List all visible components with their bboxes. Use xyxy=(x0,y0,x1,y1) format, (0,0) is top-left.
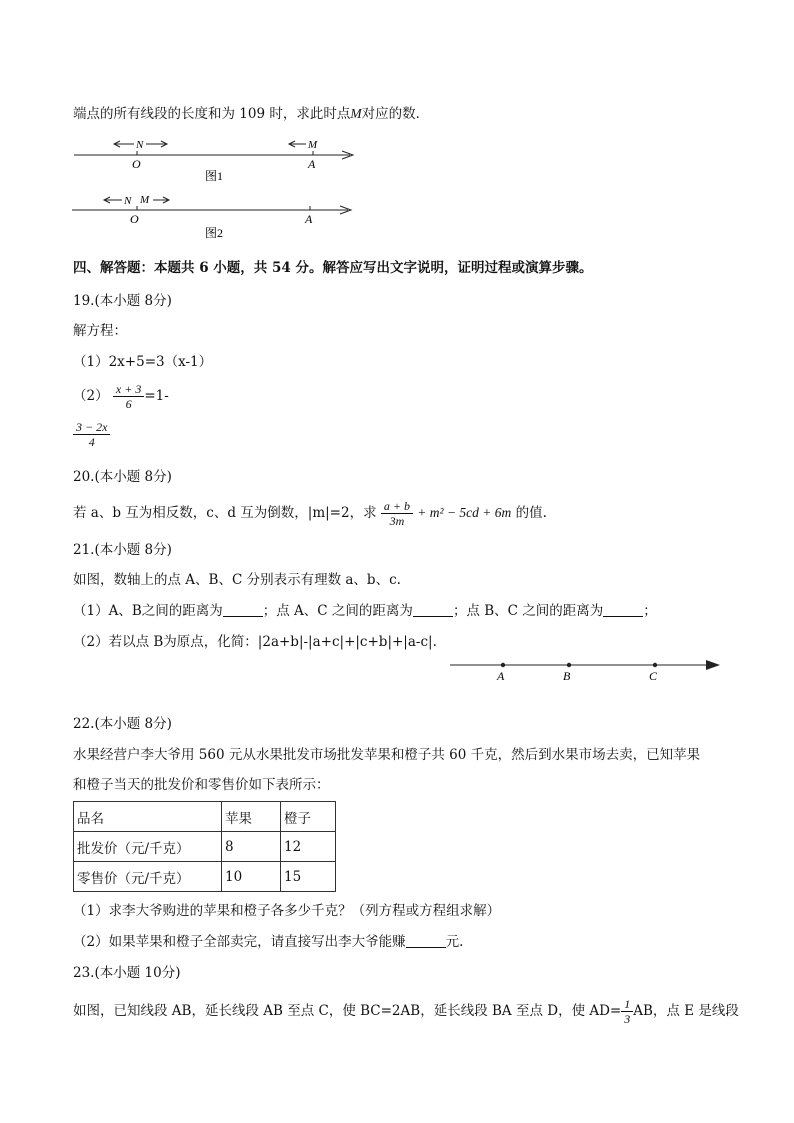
q23-text: 如图，已知线段 AB，延长线段 AB 至点 C，使 BC=2AB，延长线段 BA 至点 D，使 AD= $\frac{1}{3}$ AB，点 E 是线段 xyxy=(73,997,739,1026)
answer-blank-ac[interactable] xyxy=(413,602,453,617)
q22-part1: （1）求李大爷购进的苹果和橙子各多少千克？（列方程或方程组求解） xyxy=(73,903,501,919)
q21-axis-label-B: B xyxy=(563,669,571,683)
table-header-row xyxy=(74,802,336,832)
table-cell: 8 xyxy=(222,832,281,862)
q19-part1: （1）2x+5=3（x-1） xyxy=(73,354,213,370)
table-row xyxy=(74,832,336,862)
fig1-label-A: A xyxy=(308,157,316,171)
table-header-cell: 苹果 xyxy=(222,802,281,832)
q19-fraction-2: $\frac{3 - 2x}{4}$ xyxy=(73,420,110,449)
intro-text: 端点的所有线段的长度和为 109 时，求此时点M对应的数． xyxy=(73,106,430,122)
figure-1-number-line xyxy=(70,132,370,184)
q19-fraction-1: $\frac{x + 3}{6}$ xyxy=(113,382,144,411)
q21-axis-label-C: C xyxy=(649,669,658,683)
q19-prompt: 解方程： xyxy=(73,323,127,339)
answer-blank-bc[interactable] xyxy=(603,602,643,617)
q21-number-line xyxy=(448,655,728,687)
fig2-caption: 图2 xyxy=(205,226,224,240)
table-header-cell: 品名 xyxy=(74,802,222,832)
table-cell: 15 xyxy=(281,862,336,892)
answer-blank-profit[interactable] xyxy=(406,933,446,948)
table-cell: 零售价（元/千克） xyxy=(74,862,222,892)
figure-2-number-line xyxy=(70,190,370,242)
fig1-label-N: N xyxy=(136,139,144,151)
q21-title: 21.(本小题 8分) xyxy=(73,542,172,558)
q20-text: 若 a、b 互为相反数，c、d 互为倒数，|m|=2，求 $\frac{a + b}{3m}$ + m² − 5cd + 6m 的值. xyxy=(73,499,547,528)
q22-line2: 和橙子当天的批发价和零售价如下表所示： xyxy=(73,777,330,793)
table-row xyxy=(74,862,336,892)
price-table xyxy=(73,801,336,892)
fig1-label-M: M xyxy=(308,139,318,151)
fig1-label-O: O xyxy=(132,157,141,171)
q22-line1: 水果经营户李大爷用 560 元从水果批发市场批发苹果和橙子共 60 千克，然后到水果市场去卖，已知苹果 xyxy=(73,747,701,763)
fig2-label-N: N xyxy=(124,195,132,207)
q21-part1: （1）A、B之间的距离为 ；点 A、C 之间的距离为 ；点 B、C 之间的距离为 ； xyxy=(73,603,657,619)
q23-fraction: $\frac{1}{3}$ xyxy=(621,997,633,1026)
q23-title: 23.(本小题 10分) xyxy=(73,965,181,981)
fig2-label-O: O xyxy=(130,212,139,226)
q21-axis-label-A: A xyxy=(497,669,505,683)
section-heading: 四、解答题：本题共 6 小题，共 54 分。解答应写出文字说明，证明过程或演算步骤。 xyxy=(73,260,593,276)
fig2-label-M: M xyxy=(140,194,150,206)
table-cell: 10 xyxy=(222,862,281,892)
table-cell: 批发价（元/千克） xyxy=(74,832,222,862)
q19-part2-continued xyxy=(73,420,110,449)
q20-fraction: $\frac{a + b}{3m}$ xyxy=(381,499,413,528)
q21-intro: 如图，数轴上的点 A、B、C 分别表示有理数 a、b、c. xyxy=(73,572,401,588)
fig1-caption: 图1 xyxy=(205,169,224,183)
table-header-cell: 橙子 xyxy=(281,802,336,832)
q20-title: 20.(本小题 8分) xyxy=(73,469,172,485)
q22-title: 22.(本小题 8分) xyxy=(73,716,172,732)
table-cell: 12 xyxy=(281,832,336,862)
fig2-label-A: A xyxy=(305,212,313,226)
answer-blank-ab[interactable] xyxy=(223,602,263,617)
q19-title: 19.(本小题 8分) xyxy=(73,293,172,309)
q21-part2: （2）若以点 B为原点，化简：|2a+b|-|a+c|+|c+b|+|a-c|. xyxy=(73,634,437,650)
q22-part2: （2）如果苹果和橙子全部卖完，请直接写出李大爷能赚 元. xyxy=(73,934,464,950)
q19-part2: （2） $\frac{x + 3}{6}$ =1- xyxy=(73,382,169,411)
